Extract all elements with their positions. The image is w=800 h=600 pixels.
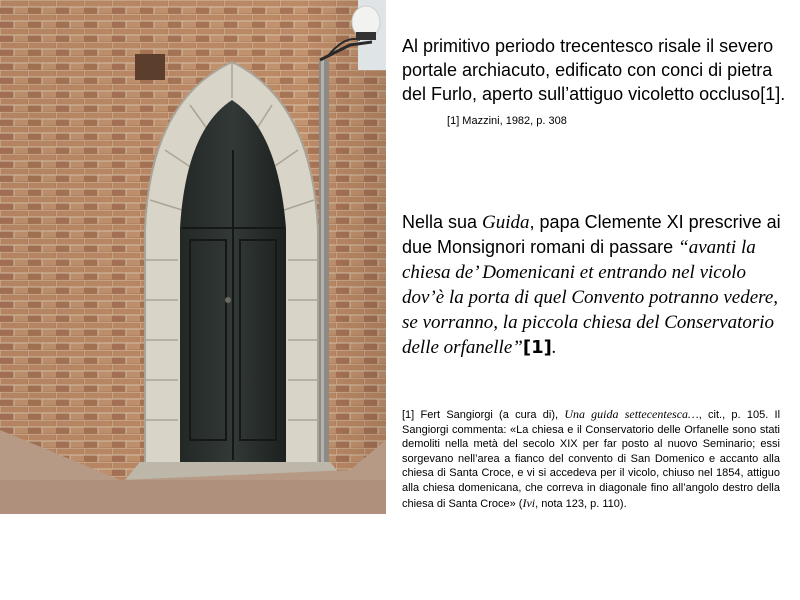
note-part-a: [1] Fert Sangiorgi (a cura di), <box>402 409 565 421</box>
footnote-mazzini: [1] Mazzini, 1982, p. 308 <box>447 115 567 127</box>
note-ivi: Ivi <box>522 495 536 510</box>
paragraph-guida-end: . <box>551 337 557 358</box>
footnote-sangiorgi <box>402 407 780 511</box>
paragraph-guida-intro-a: Nella sua <box>402 212 483 232</box>
guida-quote: “avanti la chiesa de’ Domenicani et entrando nel vicolo dov’è la porta di quel Convento potranno vedere, se vorranno, la piccola chiesa del Conservatorio delle orfanelle” <box>402 237 779 358</box>
paragraph-portale <box>402 34 786 130</box>
note-part-c: , nota 123, p. 110). <box>535 497 627 510</box>
paragraph-guida <box>402 210 786 360</box>
guida-title: Guida <box>482 212 530 233</box>
paragraph-portale-text: Al primitivo periodo trecentesco risale il severo portale archiacuto, edificato con conci di pietra del Furlo, aperto sull’attiguo vicoletto occluso[1]. <box>402 36 786 104</box>
note-part-b: , cit., p. 105. Il Sangiorgi commenta: «La chiesa e il Conservatorio delle Orfanelle sono stati demoliti nella metà del secolo XIX per far posto al nuovo Seminario; essi sorgevano nell’area a fianco del convento di San Domenico e accanto alla chiesa di Santa Croce, e vi si accedeva per il vicolo, chiuso nel 1854, attiguo alla chiesa domenicana, che correva in diagonale fino all’angolo destro della chiesa di Santa Croce» ( <box>402 409 781 510</box>
portal-photo <box>0 0 386 514</box>
paragraph-guida-intro-b: , papa Clemente XI prescrive ai due Monsignori romani di passare <box>402 212 781 257</box>
note-title: Una guida settecentesca… <box>564 407 699 421</box>
footnote-ref: [1] <box>522 337 552 358</box>
